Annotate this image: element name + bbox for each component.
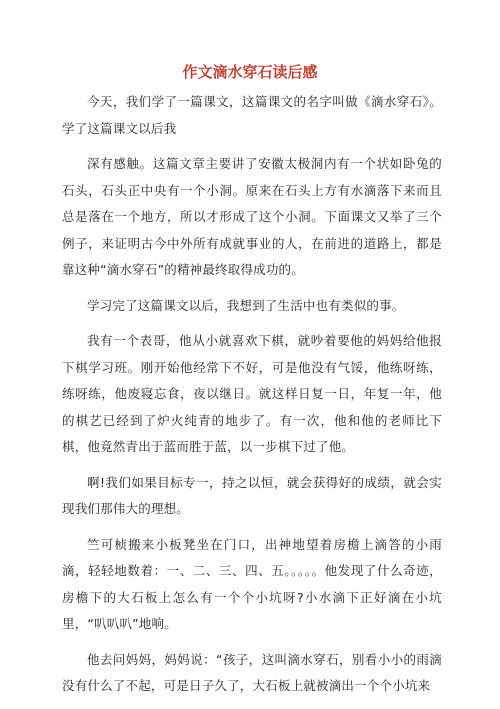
document-title: 作文滴水穿石读后感 (182, 63, 318, 81)
paragraph-4: 我有一个表哥，他从小就喜欢下棋，就吵着要他的妈妈给他报下棋学习班。刚开始他经常下不好，可是他没有气馁，他练呀练，练呀练，他废寝忘食，夜以继日。就这样日复一日，年复一年，他的棋艺已经到了炉火纯青的地步了。有一次，他和他的老师比下棋，他竟然青出于蓝而胜于蓝，以一步棋下过了他。 (62, 333, 442, 454)
paragraph-2: 深有感触。这篇文章主要讲了安徽太极洞内有一个状如卧兔的石头，石头正中央有一个小洞。原来在石头上方有水滴落下来而且总是落在一个地方，所以才形成了这个小洞。下面课文又举了三个例子，来证明古今中外所有成就事业的人，在前进的道路上，都是靠这种“滴水穿石”的精神最终取得成功的。 (62, 156, 442, 277)
paragraph-6: 竺可桢搬来小板凳坐在门口，出神地望着房檐上滴答的小雨滴，轻轻地数着：一、二、三、四、五。。。。。他发现了什么奇迹，房檐下的大石板上怎么有一个个小坑呀?小水滴下正好滴在小坑里，“叭叭叭”地响。 (62, 536, 442, 631)
paragraph-7: 他去问妈妈，妈妈说：“孩子，这叫滴水穿石，别看小小的雨滴没有什么了不起，可是日子久了，大石板上就被滴出一个个小坑来 (62, 651, 442, 693)
paragraph-1: 今天，我们学了一篇课文，这篇课文的名字叫做《滴水穿石》。学了这篇课文以后我 (62, 94, 442, 136)
paragraph-3: 学习完了这篇课文以后，我想到了生活中也有类似的事。 (87, 297, 405, 313)
document-body (62, 89, 442, 709)
paragraph-5: 啊!我们如果目标专一，持之以恒，就会获得好的成绩，就会实现我们那伟大的理想。 (62, 474, 442, 516)
